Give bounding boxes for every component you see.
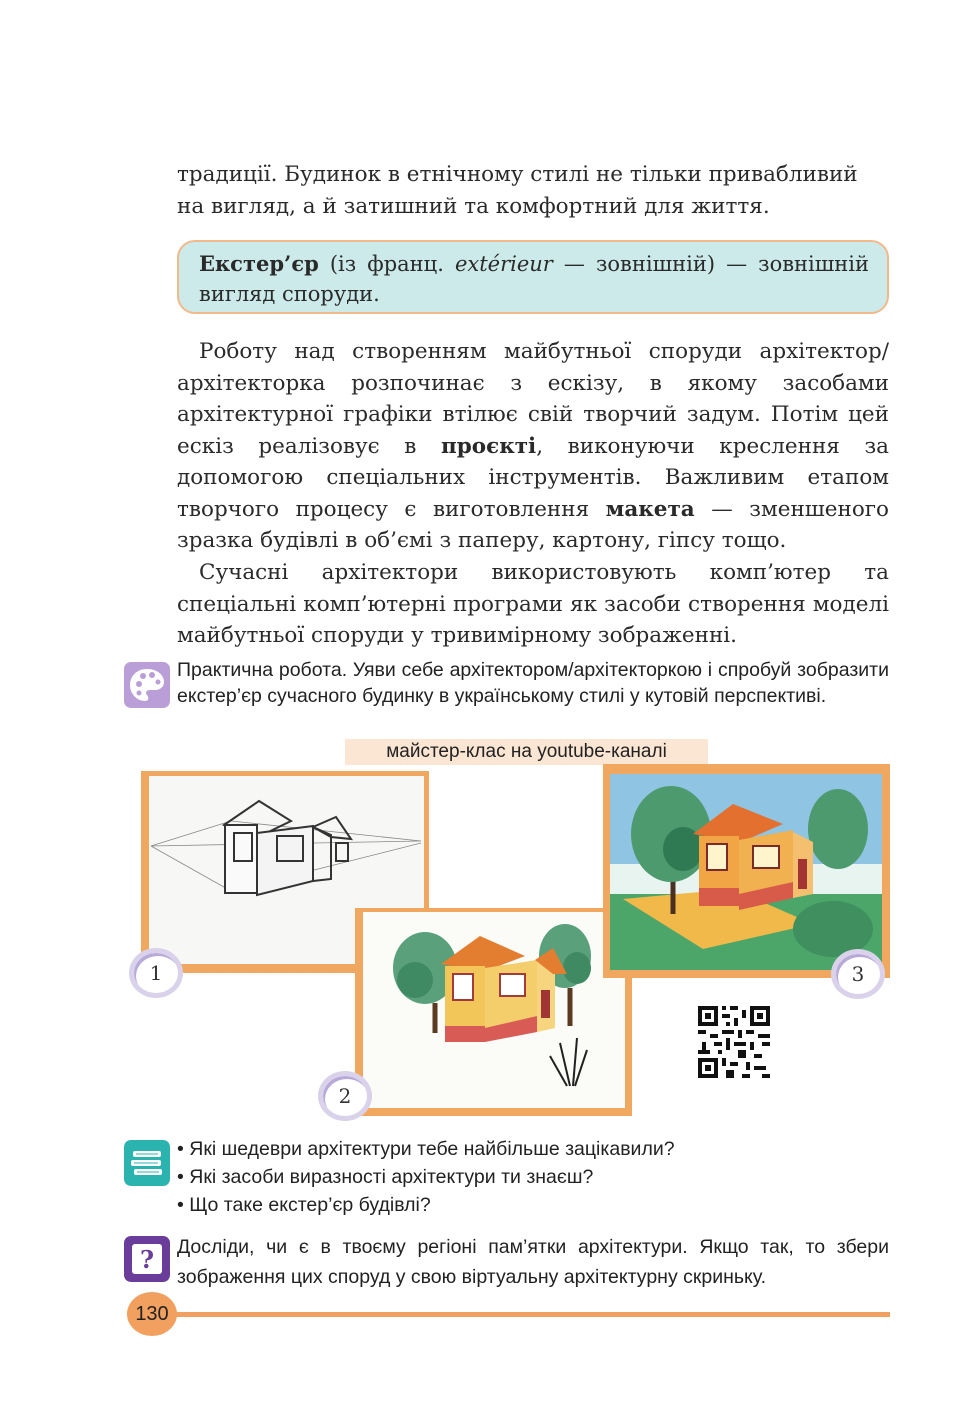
paragraph-computer-modeling: Сучасні архітектори використовують комп’ютер та спеціальні комп’ютерні програми як засоби створення моделі майбутньої споруди у тривимірному зображенні. xyxy=(177,560,889,648)
books-icon xyxy=(124,1140,170,1186)
definition-text: — зовнішній) — зовнішній вигляд споруди. xyxy=(199,252,870,306)
qr-code[interactable] xyxy=(698,1006,770,1078)
question-item: • Що таке екстер’єр будівлі? xyxy=(177,1194,431,1216)
intro-line-1: традиції. Будинок в етнічному стилі не тільки привабливий xyxy=(177,162,858,187)
step-number-3: 3 xyxy=(831,949,885,999)
question-icon xyxy=(124,1236,170,1282)
paragraph-design-process xyxy=(177,336,889,557)
house-painting-photo-3 xyxy=(603,764,890,978)
definition-term: Екстер’єр xyxy=(199,251,319,276)
definition-box xyxy=(177,240,889,314)
step-number-1: 1 xyxy=(129,948,183,998)
review-questions xyxy=(177,1135,675,1219)
palette-icon xyxy=(124,662,170,708)
definition-origin-word: extérieur xyxy=(454,252,553,276)
term-project: проєкті xyxy=(441,433,537,459)
paragraph1-part2: , виконуючи креслення за допомогою спеціальних інструментів. Важливим етапом творчого процесу є виготовлення xyxy=(177,433,890,522)
question-item: • Які шедеври архітектури тебе найбільше зацікавили? xyxy=(177,1138,675,1160)
term-model: макета xyxy=(605,496,695,522)
footer-divider xyxy=(150,1312,890,1317)
intro-line-2: на вигляд, а й затишний та комфортний для життя. xyxy=(177,193,770,219)
research-task-text: Досліди, чи є в твоєму регіоні пам’ятки архітектури. Якщо так, то збери зображення цих споруд у свою віртуальну архітектурну скриньку. xyxy=(177,1236,889,1288)
practical-work-text: Практична робота. Уяви себе архітектором/архітекторкою і спробуй зобразити екстер’єр сучасного будинку в українському стилі у кутовій перспективі. xyxy=(177,659,889,707)
paragraph1-part3: — зменшеного зразка будівлі в об’ємі з паперу, картону, гіпсу тощо. xyxy=(177,496,889,553)
masterclass-banner[interactable]: майстер-клас на youtube-каналі xyxy=(345,739,708,765)
page-number: 130 xyxy=(127,1292,177,1336)
svg-text:?: ? xyxy=(139,1245,155,1274)
step-number-2: 2 xyxy=(318,1071,372,1121)
intro-text xyxy=(177,159,889,222)
definition-origin-prefix: (із франц. xyxy=(318,252,455,276)
paragraph1-part1: Роботу над створенням майбутньої споруди архітектор/архітекторка розпочинає з ескізу, в якому засобами архітектурної графіки втілює свій творчий задум. Потім цей ескіз реалізовує в xyxy=(177,339,889,459)
house-drawing-photo-2 xyxy=(355,908,632,1116)
question-item: • Які засоби виразності архітектури ти знаєш? xyxy=(177,1166,594,1188)
